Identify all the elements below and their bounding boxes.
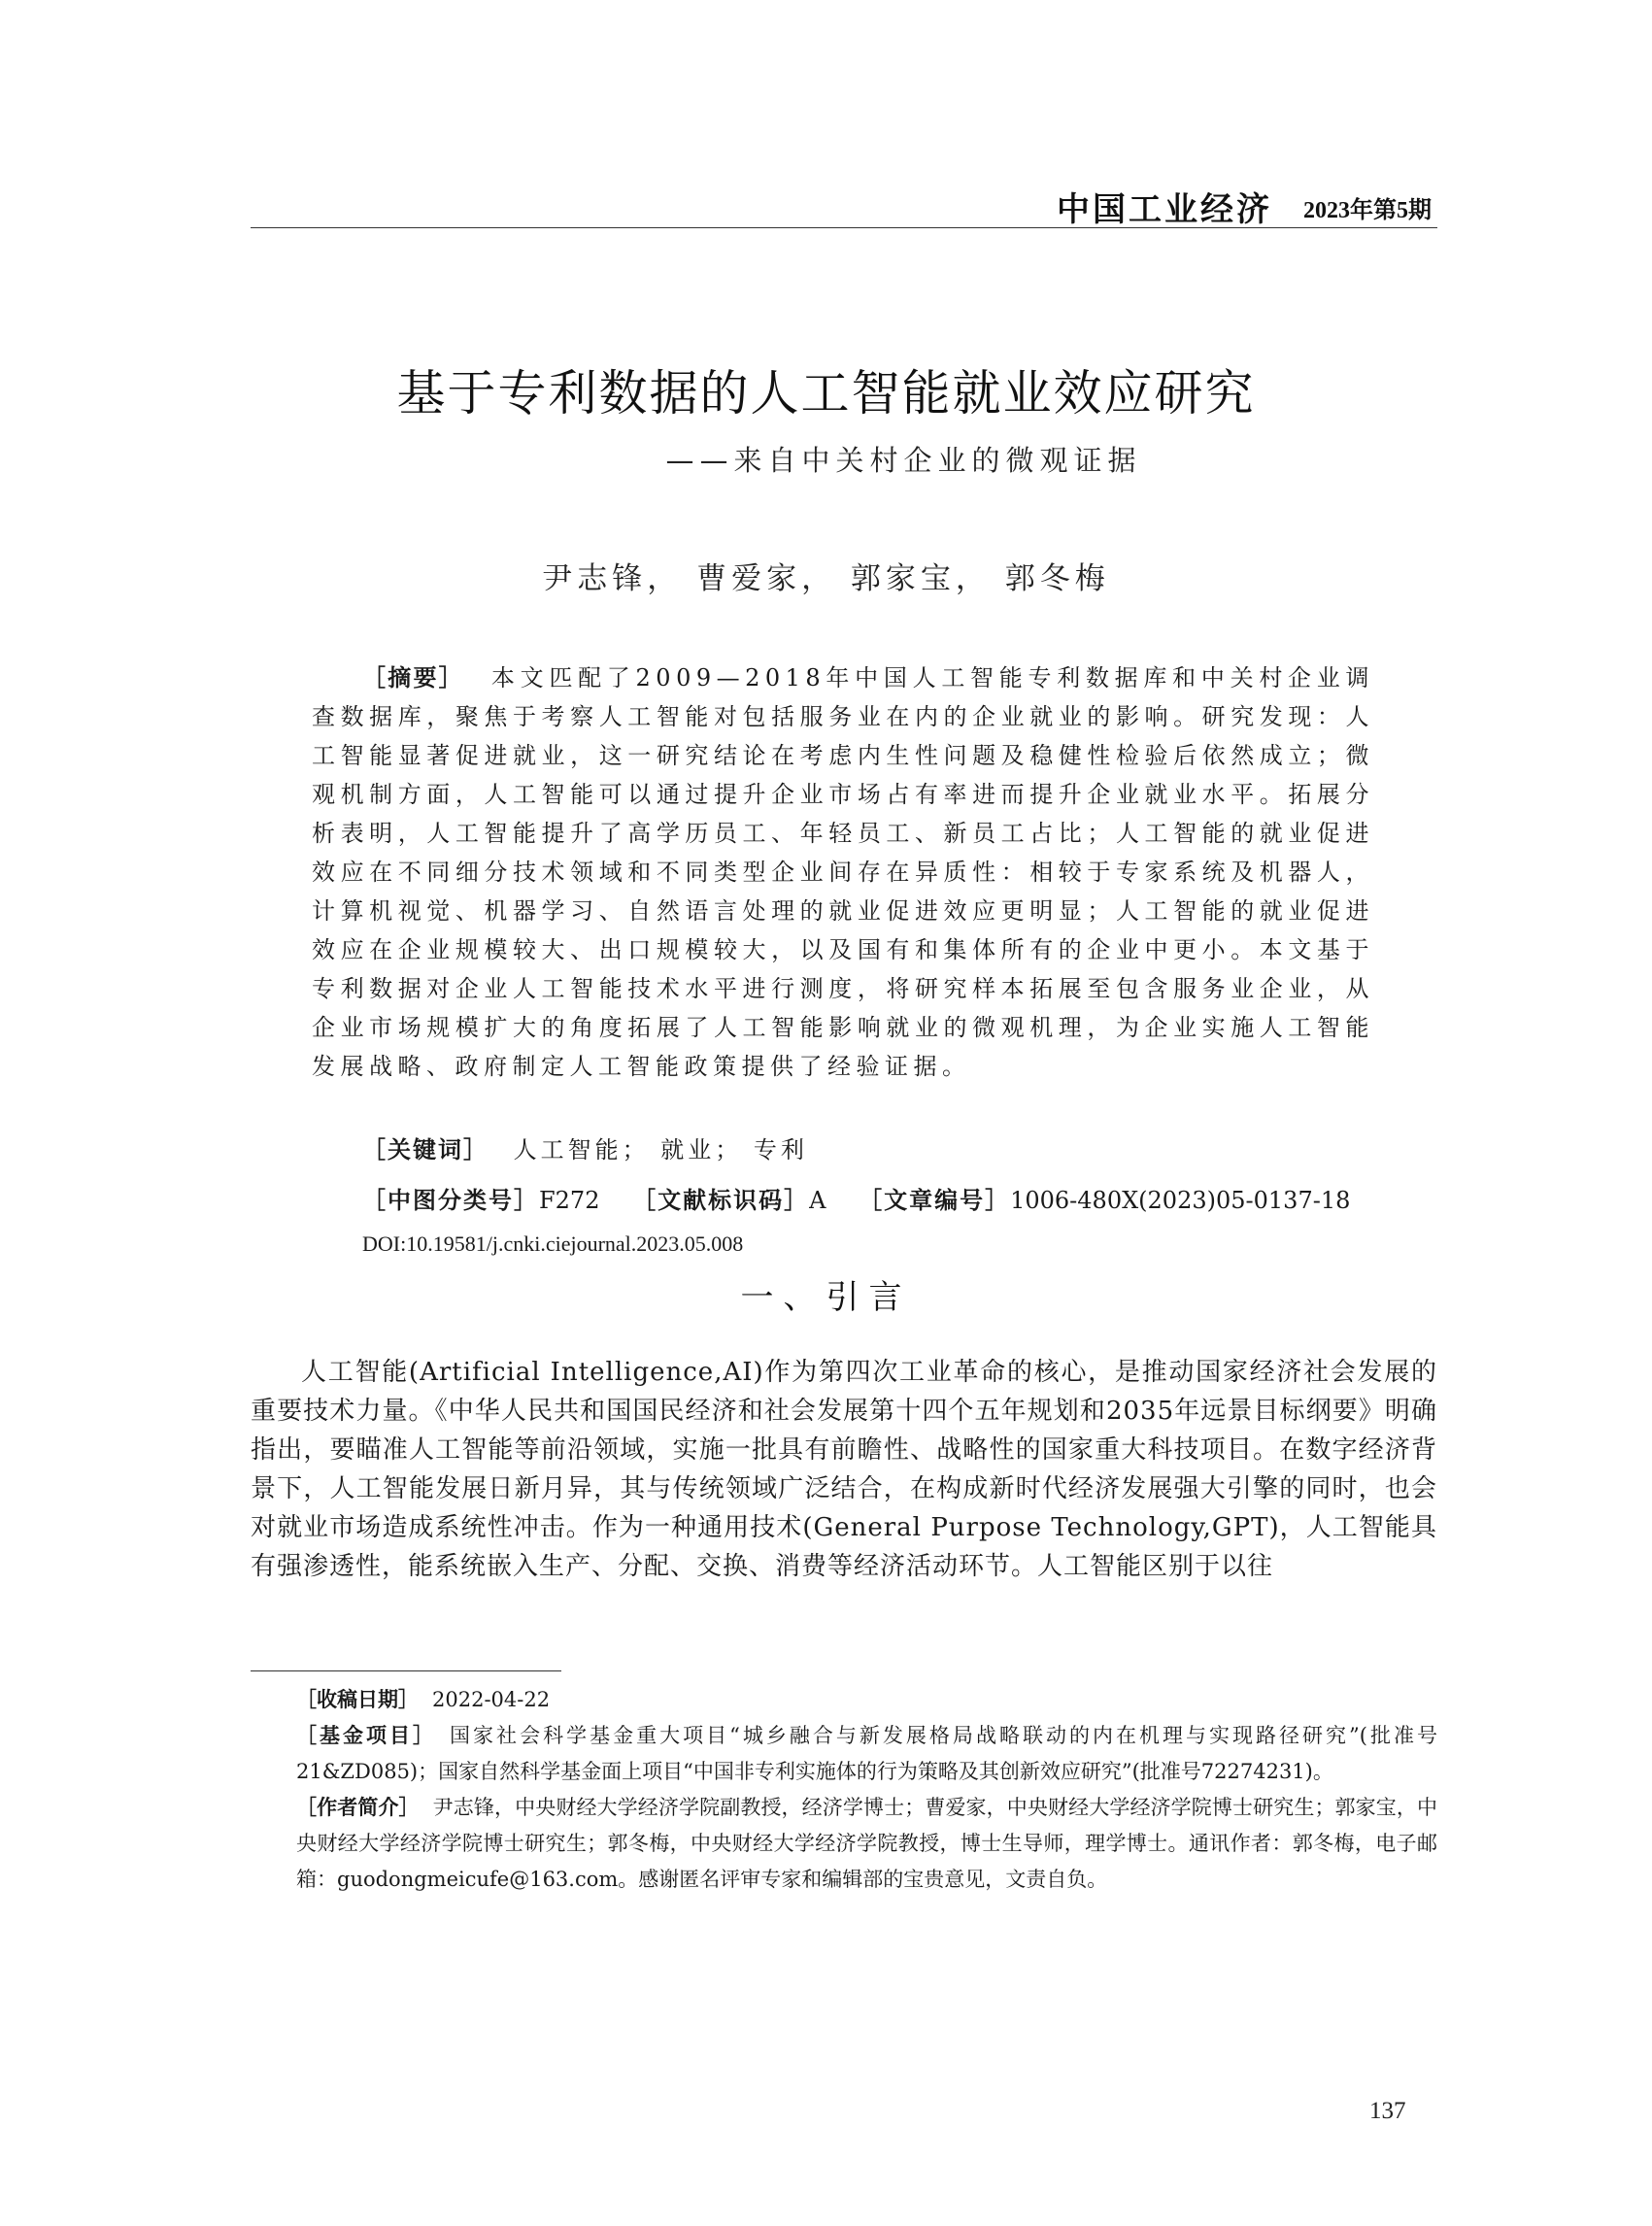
footnote-author — [296, 1790, 1437, 1898]
clc-value: F272 — [539, 1187, 600, 1214]
classification-line — [362, 1181, 1350, 1215]
journal-name: 中国工业经济 — [1057, 190, 1272, 229]
article-title: 基于专利数据的人工智能就业效应研究 — [396, 365, 1256, 422]
footnotes — [296, 1682, 1437, 1898]
section-heading: 一、引言 — [740, 1278, 912, 1317]
footnote-received — [296, 1682, 1437, 1718]
issue-label: 2023年第5期 — [1303, 198, 1432, 223]
abstract-label: ［摘要］ — [362, 664, 464, 691]
page-number: 137 — [1369, 2098, 1406, 2124]
running-header — [251, 183, 1437, 229]
footnote-rule — [251, 1670, 561, 1671]
body-paragraph: 人工智能(Artificial Intelligence,AI)作为第四次工业革命的核心，是推动国家经济社会发展的重要技术力量。《中华人民共和国国民经济和社会发展第十四个五年规划和2035年远景目标纲要》明确指出，要瞄准人工智能等前沿领域，实施一批具有前瞻性、战略性的国家重大科技项目。在数字经济背景下，人工智能发展日新月异，其与传统领域广泛结合，在构成新时代经济发展强大引擎的同时，也会对就业市场造成系统性冲击。作为一种通用技术(General Purpose Technology,GPT)，人工智能具有强渗透性，能系统嵌入生产、分配、交换、消费等经济活动环节。人工智能区别于以往 — [251, 1358, 1437, 1581]
article-subtitle: ——来自中关村企业的微观证据 — [665, 444, 1142, 477]
doc-code-value: A — [809, 1187, 826, 1214]
article-no-label: ［文章编号］ — [859, 1187, 1011, 1214]
fund-label: ［基金项目］ — [296, 1724, 437, 1747]
keywords-label: ［关键词］ — [362, 1136, 489, 1164]
received-label: ［收稿日期］ — [296, 1688, 419, 1711]
keywords-line — [362, 1130, 808, 1164]
doi: DOI:10.19581/j.cnki.ciejournal.2023.05.008 — [362, 1231, 744, 1256]
author-list: 尹志锋， 曹爱家， 郭家宝， 郭冬梅 — [542, 561, 1110, 596]
author-info-label: ［作者简介］ — [296, 1796, 420, 1819]
header-rule — [251, 227, 1437, 228]
author-info-value: 尹志锋，中央财经大学经济学院副教授，经济学博士；曹爱家，中央财经大学经济学院博士研究生；郭家宝，中央财经大学经济学院博士研究生；郭冬梅，中央财经大学经济学院教授，博士生导师，理学博士。通讯作者：郭冬梅，电子邮箱：guodongmeicufe@163.com。感谢匿名评审专家和编辑部的宝贵意见，文责自负。 — [296, 1796, 1438, 1891]
abstract — [312, 658, 1374, 1086]
fund-value: 国家社会科学基金重大项目“城乡融合与新发展格局战略联动的内在机理与实现路径研究”(批准号21&ZD085)；国家自然科学基金面上项目“中国非专利实施体的行为策略及其创新效应研究”(批准号72274231)。 — [296, 1724, 1437, 1783]
article-no-value: 1006-480X(2023)05-0137-18 — [1010, 1187, 1351, 1214]
received-value: 2022-04-22 — [432, 1688, 551, 1711]
footnote-fund — [296, 1718, 1437, 1790]
keywords-text: 人工智能； 就业； 专利 — [513, 1136, 808, 1164]
clc-label: ［中图分类号］ — [362, 1187, 539, 1214]
doc-code-label: ［文献标识码］ — [632, 1187, 810, 1214]
abstract-text: 本文匹配了2009—2018年中国人工智能专利数据库和中关村企业调查数据库，聚焦于考察人工智能对包括服务业在内的企业就业的影响。研究发现：人工智能显著促进就业，这一研究结论在考虑内生性问题及稳健性检验后依然成立；微观机制方面，人工智能可以通过提升企业市场占有率进而提升企业就业水平。拓展分析表明，人工智能提升了高学历员工、年轻员工、新员工占比；人工智能的就业促进效应在不同细分技术领域和不同类型企业间存在异质性：相较于专家系统及机器人，计算机视觉、机器学习、自然语言处理的就业促进效应更明显；人工智能的就业促进效应在企业规模较大、出口规模较大，以及国有和集体所有的企业中更小。本文基于专利数据对企业人工智能技术水平进行测度，将研究样本拓展至包含服务业企业，从企业市场规模扩大的角度拓展了人工智能影响就业的微观机理，为企业实施人工智能发展战略、政府制定人工智能政策提供了经验证据。 — [312, 664, 1374, 1080]
